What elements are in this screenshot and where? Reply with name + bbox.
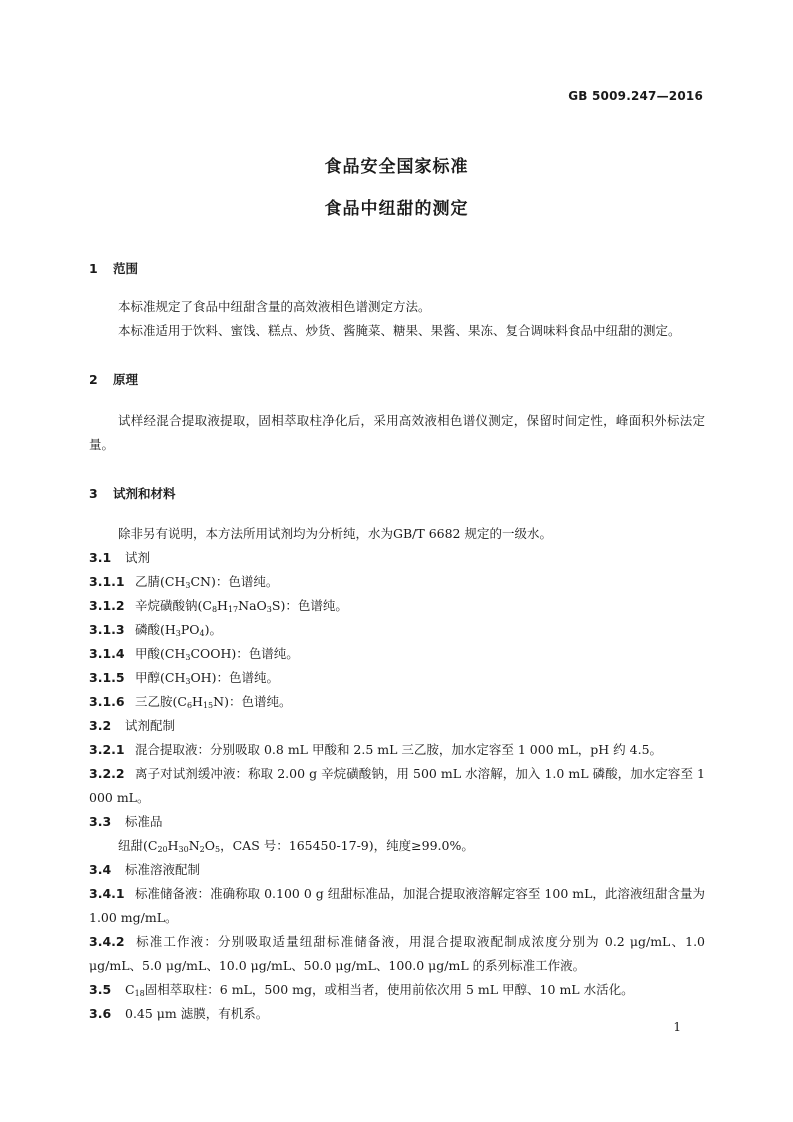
subscript: 3 xyxy=(266,605,272,614)
page-number: 1 xyxy=(673,1020,681,1034)
clause-number: 3.3 xyxy=(89,814,112,829)
section-title: 原理 xyxy=(113,372,139,387)
document-subtitle: 食品中纽甜的测定 xyxy=(324,199,469,219)
subscript: 17 xyxy=(227,605,239,614)
clause-text: 固相萃取柱：6 mL，500 mg，或相当者，使用前依次用 5 mL 甲醇、10 mL 水活化。 xyxy=(144,982,634,997)
section-number: 2 xyxy=(89,372,98,387)
clause-number: 3.1.4 xyxy=(89,646,125,661)
clause-text: 离子对试剂缓冲液：称取 2.00 g 辛烷磺酸钠，用 500 mL 水溶解，加入 1.0 mL 磷酸，加水定容至 1 000 mL。 xyxy=(89,766,705,805)
subscript: 3 xyxy=(185,677,191,686)
clause-text: C xyxy=(125,982,135,997)
clause-3-2-1 xyxy=(89,738,662,762)
clause-text: 乙腈(CH xyxy=(135,574,186,589)
clause-text: H xyxy=(192,694,203,709)
section-1-heading xyxy=(89,259,138,277)
clause-title: 试剂配制 xyxy=(125,718,176,733)
clause-title: 试剂 xyxy=(125,550,151,565)
clause-number: 3.1.1 xyxy=(89,574,125,589)
section-number: 1 xyxy=(89,261,98,276)
clause-text: 三乙胺(C xyxy=(135,694,187,709)
clause-text: N)：色谱纯。 xyxy=(213,694,292,709)
section-2-heading xyxy=(89,370,138,388)
document-title: 食品安全国家标准 xyxy=(324,157,469,177)
clause-number: 3.2.1 xyxy=(89,742,125,757)
clause-text: NaO xyxy=(238,598,267,613)
clause-3-1 xyxy=(89,546,150,570)
clause-text: H xyxy=(167,838,179,853)
clause-title: 标准溶液配制 xyxy=(125,862,201,877)
clause-text: COOH)：色谱纯。 xyxy=(190,646,299,661)
subscript: 30 xyxy=(178,845,189,854)
clause-text: )。 xyxy=(204,622,223,637)
clause-text: 纽甜(C xyxy=(118,838,158,853)
clause-number: 3.1 xyxy=(89,550,112,565)
clause-text: OH)：色谱纯。 xyxy=(190,670,279,685)
clause-number: 3.1.3 xyxy=(89,622,125,637)
clause-3-4-1 xyxy=(89,882,705,930)
clause-text: O xyxy=(204,838,216,853)
clause-number: 3.5 xyxy=(89,982,112,997)
clause-number: 3.4.2 xyxy=(89,934,125,949)
clause-text: N xyxy=(188,838,200,853)
clause-text: S)：色谱纯。 xyxy=(271,598,348,613)
clause-number: 3.1.6 xyxy=(89,694,125,709)
section-title: 试剂和材料 xyxy=(113,486,176,501)
section-1-paragraph-1: 本标准规定了食品中纽甜含量的高效液相色谱测定方法。 xyxy=(118,299,431,314)
subscript: 5 xyxy=(215,845,221,854)
clause-3-2-2 xyxy=(89,762,705,810)
clause-number: 3.4.1 xyxy=(89,886,125,901)
clause-text: 辛烷磺酸钠(C xyxy=(135,598,212,613)
clause-text: 0.45 μm 滤膜，有机系。 xyxy=(125,1006,269,1021)
subscript: 15 xyxy=(202,701,214,710)
section-2-paragraph: 试样经混合提取液提取，固相萃取柱净化后，采用高效液相色谱仪测定，保留时间定性，峰面积外标法定量。 xyxy=(89,413,705,452)
clause-title: 标准品 xyxy=(125,814,163,829)
clause-text: 磷酸(H xyxy=(135,622,176,637)
clause-3-6 xyxy=(89,1002,268,1026)
clause-text: CN)：色谱纯。 xyxy=(190,574,279,589)
clause-3-4 xyxy=(89,858,200,882)
section-number: 3 xyxy=(89,486,98,501)
clause-number: 3.2.2 xyxy=(89,766,125,781)
subscript: 18 xyxy=(134,989,145,998)
clause-number: 3.2 xyxy=(89,718,112,733)
section-title: 范围 xyxy=(113,261,139,276)
subscript: 20 xyxy=(157,845,168,854)
clause-text: ，CAS 号：165450-17-9)，纯度≥99.0%。 xyxy=(220,838,474,853)
clause-3-4-2 xyxy=(89,930,705,978)
clause-number: 3.1.2 xyxy=(89,598,125,613)
section-1-paragraph-2: 本标准适用于饮料、蜜饯、糕点、炒货、酱腌菜、糖果、果酱、果冻、复合调味料食品中纽甜的测定。 xyxy=(118,323,681,338)
subscript: 2 xyxy=(199,845,205,854)
standard-code: GB 5009.247—2016 xyxy=(568,89,703,103)
clause-text: 混合提取液：分别吸取 0.8 mL 甲酸和 2.5 mL 三乙胺，加水定容至 1 000 mL，pH 约 4.5。 xyxy=(135,742,663,757)
clause-text: 标准储备液：准确称取 0.100 0 g 纽甜标准品，加混合提取液溶解定容至 100 mL，此溶液纽甜含量为 1.00 mg/mL。 xyxy=(89,886,705,925)
clause-number: 3.4 xyxy=(89,862,112,877)
subscript: 3 xyxy=(175,629,181,638)
subscript: 4 xyxy=(199,629,205,638)
clause-number: 3.6 xyxy=(89,1006,112,1021)
clause-number: 3.1.5 xyxy=(89,670,125,685)
clause-text: 甲酸(CH xyxy=(135,646,186,661)
clause-text: 甲醇(CH xyxy=(135,670,186,685)
subscript: 3 xyxy=(185,581,191,590)
clause-3-3 xyxy=(89,810,163,834)
clause-text: PO xyxy=(180,622,200,637)
section-3-heading xyxy=(89,484,176,502)
clause-3-2 xyxy=(89,714,175,738)
subscript: 8 xyxy=(211,605,218,614)
clause-text: 标准工作液：分别吸取适量纽甜标准储备液，用混合提取液配制成浓度分别为 0.2 μg/mL、1.0 μg/mL、5.0 μg/mL、10.0 μg/mL、50.0 μg/mL、100.0 μg/mL 的系列标准工作液。 xyxy=(89,934,705,973)
subscript: 6 xyxy=(186,701,193,710)
subscript: 3 xyxy=(185,653,191,662)
clause-text: H xyxy=(217,598,228,613)
section-3-paragraph: 除非另有说明，本方法所用试剂均为分析纯，水为GB/T 6682 规定的一级水。 xyxy=(118,526,552,541)
